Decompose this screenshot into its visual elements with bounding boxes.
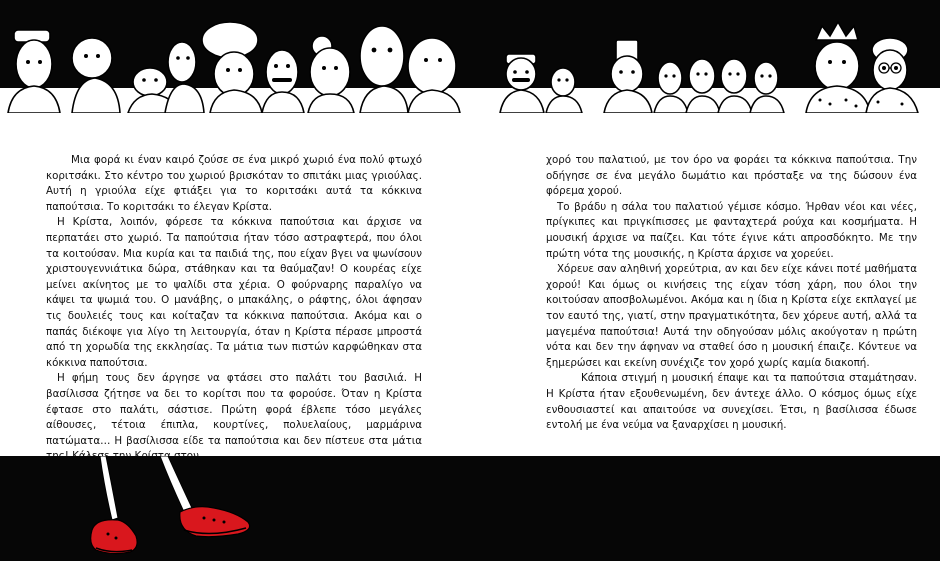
left-paragraph-2: Η Κρίστα, λοιπόν, φόρεσε τα κόκκινα παπούτσια και άρχισε να περπατάει στο χωριό. Τα παπούτσια ήταν τόσο αστραφτερά, που όλοι τα κοιτούσαν. Μια κυρία και τα παιδιά της, που είχαν βγει να ψωνίσουν χριστουγεννιάτικα δώρα, στάθηκαν και τα θαύμαζαν! Ο κουρέας είχε μείνει ακίνητος με το ψαλίδι στα χέρια. Ο φούρναρης παραλίγο να κάψει τα ψωμιά του. Ο μανάβης, ο μπακάλης, ο ράφτης, όλοι άφησαν τις δουλειές τους και κοίταζαν τα κόκκινα παπούτσια. Ακόμα και ο παπάς διέκοψε για λίγο τη λειτουργία, όταν η Κρίστα πέρασε μπροστά από τη χορωδία της εκκλησίας. Τα μάτια των πιστών καρφώθηκαν στα κόκκινα παπούτσια. [46, 216, 422, 369]
left-page-text [46, 153, 422, 465]
top-illustration-band [0, 0, 940, 113]
left-paragraph-3: Η φήμη τους δεν άργησε να φτάσει στο παλάτι του βασιλιά. Η βασίλισσα ζήτησε να δει το κορίτσι που τα φορούσε. Όταν η Κρίστα έφτασε στο παλάτι, σάστισε. Πρώτη φορά έβλεπε τόσο μεγάλες αίθουσες, τέτοια έπιπλα, κουρτίνες, πολυελαίους, μαρμάρινα πατώματα… Η βασίλισσα είδε τα παπούτσια και δεν πίστευε στα μάτια [46, 372, 422, 447]
bottom-illustration-band [0, 456, 940, 561]
right-paragraph-2: Το βράδυ η σάλα του παλατιού γέμισε κόσμο. Ήρθαν νέοι και νέες, πρίγκιπες και πριγκίπισσες με φανταχτερά ρούχα και κοσμήματα. Η μουσική άρχισε να παίζει. Και τότε έγινε κάτι απροσδόκητο. Με την πρώτη νότα της μουσικής, η Κρίστα άρχισε να χορεύει. [546, 200, 917, 260]
right-paragraph-3: Χόρευε σαν αληθινή χορεύτρια, αν και δεν είχε κάνει ποτέ μαθήματα χορού! Και όμως οι κινήσεις της είχαν τόση χάρη, που όλοι την κοιτούσαν αποσβολωμένοι. Ακόμα και η ίδια η Κρίστα είχε εκπλαγεί με τον εαυτό της, γιατί, στην πραγματικότητα, δεν χόρευε αυτή, αλλά τα μαγεμένα παπούτσια! Αυτά την οδηγούσαν μόλις ακούγοταν η πρώτη νότα και δεν την άφηναν να σταθεί όσο η μουσική έπαιζε. Κόντευε να ξημερώσει και εκείνη συνέχιζε τον χορό χωρίς καμία διακοπή. [546, 263, 917, 369]
red-shoes-legs-icon [0, 456, 940, 561]
villagers-crowd-icon [0, 0, 940, 113]
right-page-text [546, 153, 917, 434]
left-paragraph-1: Μια φορά κι έναν καιρό ζούσε σε ένα μικρό χωριό ένα πολύ φτωχό κοριτσάκι. Στο κέντρο του χωριού βρισκόταν το σπιτάκι μιας γριούλας. Αυτή η γριούλα είχε φτιάξει για το κοριτσάκι αυτά τα κόκκινα παπούτσια. Το κοριτσάκι το έλεγαν Κρίστα. [46, 154, 422, 213]
right-paragraph-4: Κάποια στιγμή η μουσική έπαψε και τα παπούτσια σταμάτησαν. Η Κρίστα ήταν εξουθενωμένη, δεν άντεχε άλλο. Ο κόσμος όμως είχε ενθουσιαστεί και απαιτούσε να συνεχίσει. Έτσι, η βασίλισσα έδωσε εντολή με ένα νεύμα να ξαναρχίσει η μουσική. [546, 372, 917, 432]
right-paragraph-1: χορό του παλατιού, με τον όρο να φοράει τα κόκκινα παπούτσια. Την οδήγησε σε ένα μεγάλο δωμάτιο και πρόσταξε να της δώσουν ένα φόρεμα χορού. [546, 154, 917, 198]
